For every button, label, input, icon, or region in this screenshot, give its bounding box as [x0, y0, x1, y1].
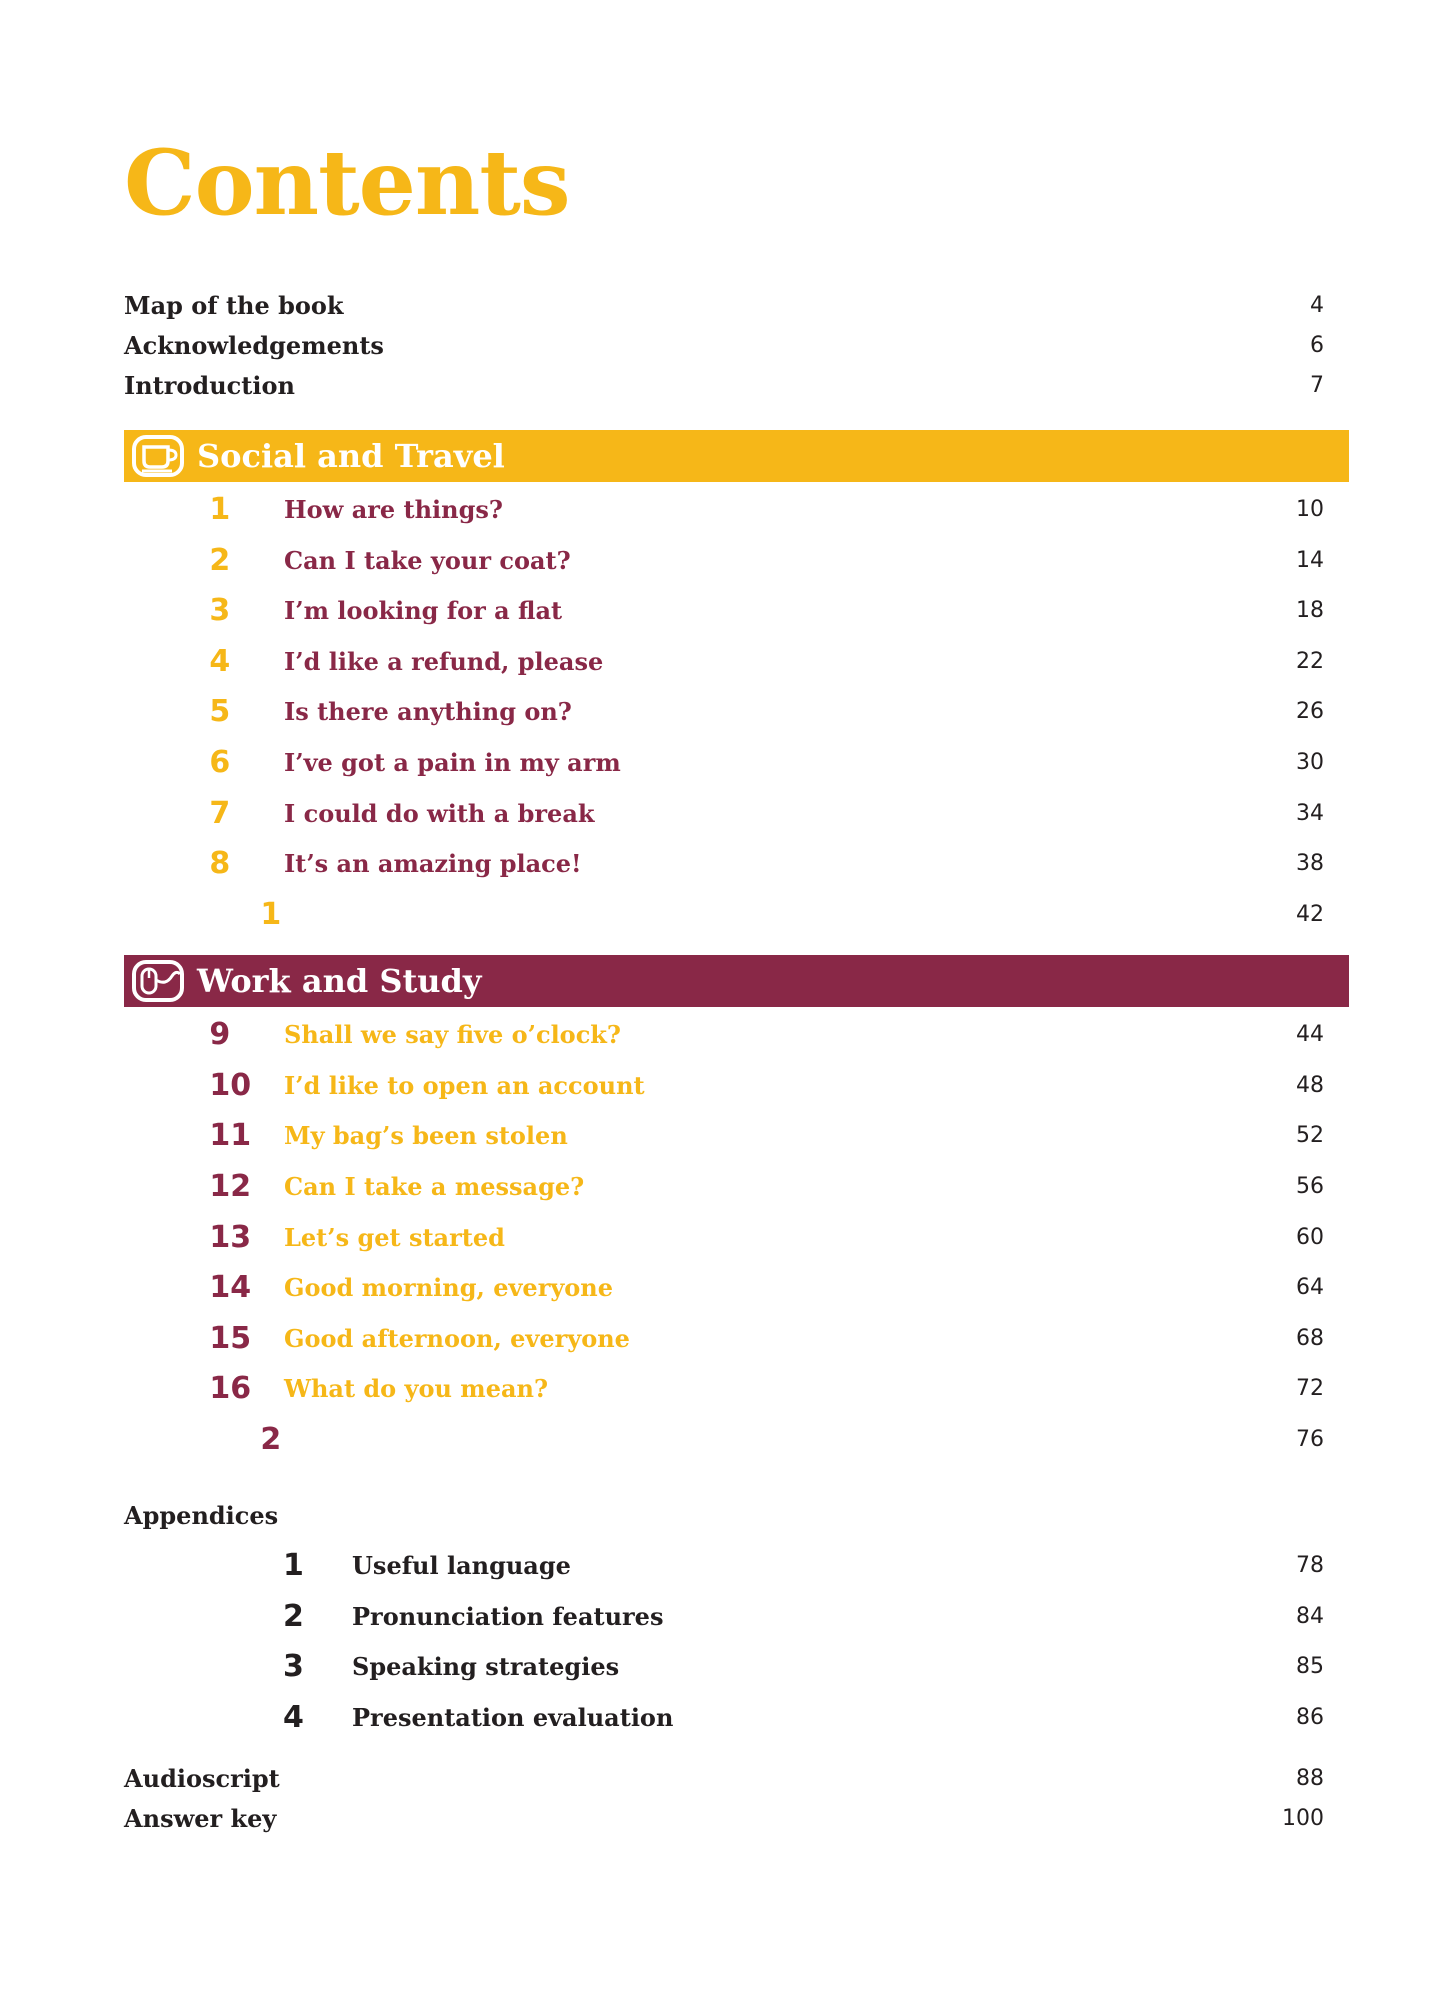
page-number: 10	[1296, 497, 1324, 522]
appendix-title: Pronunciation features	[352, 1602, 664, 1631]
page-number: 48	[1296, 1073, 1324, 1098]
toc-entry-map-of-the-book[interactable]	[124, 286, 1324, 326]
page-number: 88	[1296, 1766, 1324, 1791]
unit-title: I’ve got a pain in my arm	[284, 748, 621, 777]
page-number: 18	[1296, 598, 1324, 623]
unit-title: I’d like a refund, please	[284, 647, 604, 676]
appendix-title: Useful language	[352, 1551, 571, 1580]
appendix-title: Presentation evaluation	[352, 1703, 674, 1732]
toc-entry-appendix-3[interactable]	[124, 1647, 1324, 1687]
page-number: 85	[1296, 1654, 1324, 1679]
page-number: 34	[1296, 801, 1324, 826]
unit-label: Unit13	[139, 1220, 252, 1255]
unit-label: Unit8	[139, 846, 231, 881]
unit-label: Unit10	[139, 1068, 252, 1103]
unit-title: I’m looking for a flat	[284, 596, 563, 625]
unit-title: What do you mean?	[284, 1374, 549, 1403]
page-number: 100	[1282, 1806, 1324, 1831]
computer-mouse-icon	[132, 960, 188, 1002]
review-label: Review2	[139, 1422, 282, 1457]
unit-label: Unit5	[139, 694, 231, 729]
toc-entry-unit-13[interactable]	[124, 1218, 1324, 1258]
toc-entry-unit-5[interactable]	[124, 692, 1324, 732]
unit-title: Is there anything on?	[284, 697, 572, 726]
toc-entry-unit-10[interactable]	[124, 1066, 1324, 1106]
unit-title: How are things?	[284, 495, 503, 524]
page-number: 26	[1296, 699, 1324, 724]
page-number: 84	[1296, 1604, 1324, 1629]
toc-entry-unit-14[interactable]	[124, 1268, 1324, 1308]
appendices-heading: Appendices	[124, 1501, 279, 1530]
entry-label: Introduction	[124, 371, 295, 400]
unit-label: Unit15	[139, 1321, 252, 1356]
page-number: 78	[1296, 1553, 1324, 1578]
appendix-label: Appendix2	[124, 1599, 304, 1634]
unit-label: Unit7	[139, 796, 231, 831]
toc-entry-unit-6[interactable]	[124, 743, 1324, 783]
entry-label: Acknowledgements	[124, 331, 384, 360]
unit-title: Let’s get started	[284, 1223, 505, 1252]
page-number: 68	[1296, 1326, 1324, 1351]
page-title: Contents	[124, 130, 570, 236]
unit-label: Unit12	[139, 1169, 252, 1204]
page-number: 64	[1296, 1275, 1324, 1300]
unit-label: Unit9	[139, 1017, 231, 1052]
unit-title: Shall we say five o’clock?	[284, 1020, 621, 1049]
unit-title: It’s an amazing place!	[284, 849, 582, 878]
toc-entry-introduction[interactable]	[124, 366, 1324, 406]
page-number: 22	[1296, 649, 1324, 674]
unit-title: I’d like to open an account	[284, 1071, 645, 1100]
section-title: Work and Study	[197, 962, 482, 1000]
toc-entry-review-2[interactable]	[124, 1420, 1324, 1460]
page-number: 44	[1296, 1022, 1324, 1047]
toc-entry-unit-1[interactable]	[124, 490, 1324, 530]
entry-label: Answer key	[124, 1804, 277, 1833]
unit-title: My bag’s been stolen	[284, 1121, 568, 1150]
toc-entry-acknowledgements[interactable]	[124, 326, 1324, 366]
toc-entry-unit-8[interactable]	[124, 844, 1324, 884]
page-number: 72	[1296, 1376, 1324, 1401]
appendix-label: Appendix3	[124, 1649, 304, 1684]
unit-label: Unit1	[139, 492, 231, 527]
toc-entry-appendix-2[interactable]	[124, 1597, 1324, 1637]
unit-label: Unit14	[139, 1270, 252, 1305]
page-number: 76	[1296, 1427, 1324, 1452]
entry-label: Audioscript	[124, 1764, 280, 1793]
section-header-work-and-study	[124, 955, 1349, 1007]
appendix-title: Speaking strategies	[352, 1652, 620, 1681]
unit-title: Good afternoon, everyone	[284, 1324, 630, 1353]
unit-label: Unit4	[139, 644, 231, 679]
toc-entry-unit-15[interactable]	[124, 1319, 1324, 1359]
appendix-label: Appendix4	[124, 1700, 304, 1735]
section-header-social-and-travel	[124, 430, 1349, 482]
unit-title: Can I take a message?	[284, 1172, 585, 1201]
toc-entry-unit-7[interactable]	[124, 794, 1324, 834]
page-number: 60	[1296, 1225, 1324, 1250]
coffee-cup-icon	[132, 435, 188, 477]
unit-label: Unit11	[139, 1118, 252, 1153]
toc-entry-unit-12[interactable]	[124, 1167, 1324, 1207]
page-number: 86	[1296, 1705, 1324, 1730]
page-number: 7	[1310, 373, 1324, 398]
toc-entry-appendix-4[interactable]	[124, 1698, 1324, 1738]
page-number: 6	[1310, 333, 1324, 358]
section-title: Social and Travel	[197, 437, 505, 475]
unit-label: Unit2	[139, 543, 231, 578]
page-number: 14	[1296, 548, 1324, 573]
toc-entry-review-1[interactable]	[124, 895, 1324, 935]
toc-entry-audioscript[interactable]	[124, 1759, 1324, 1799]
appendices-heading-row	[124, 1496, 1324, 1536]
page-number: 42	[1296, 902, 1324, 927]
toc-entry-appendix-1[interactable]	[124, 1546, 1324, 1586]
toc-entry-unit-2[interactable]	[124, 541, 1324, 581]
page-number: 56	[1296, 1174, 1324, 1199]
unit-title: I could do with a break	[284, 799, 595, 828]
appendix-label: Appendix1	[124, 1548, 304, 1583]
toc-entry-unit-9[interactable]	[124, 1015, 1324, 1055]
page-number: 30	[1296, 750, 1324, 775]
page-number: 38	[1296, 851, 1324, 876]
toc-entry-unit-11[interactable]	[124, 1116, 1324, 1156]
toc-entry-answer-key[interactable]	[124, 1799, 1324, 1839]
unit-label: Unit16	[139, 1371, 252, 1406]
page-number: 4	[1310, 293, 1324, 318]
unit-title: Good morning, everyone	[284, 1273, 614, 1302]
unit-label: Unit6	[139, 745, 231, 780]
entry-label: Map of the book	[124, 291, 344, 320]
toc-entry-unit-4[interactable]	[124, 642, 1324, 682]
toc-entry-unit-16[interactable]	[124, 1369, 1324, 1409]
review-label: Review1	[139, 897, 282, 932]
toc-entry-unit-3[interactable]	[124, 591, 1324, 631]
unit-title: Can I take your coat?	[284, 546, 571, 575]
page-number: 52	[1296, 1123, 1324, 1148]
unit-label: Unit3	[139, 593, 231, 628]
